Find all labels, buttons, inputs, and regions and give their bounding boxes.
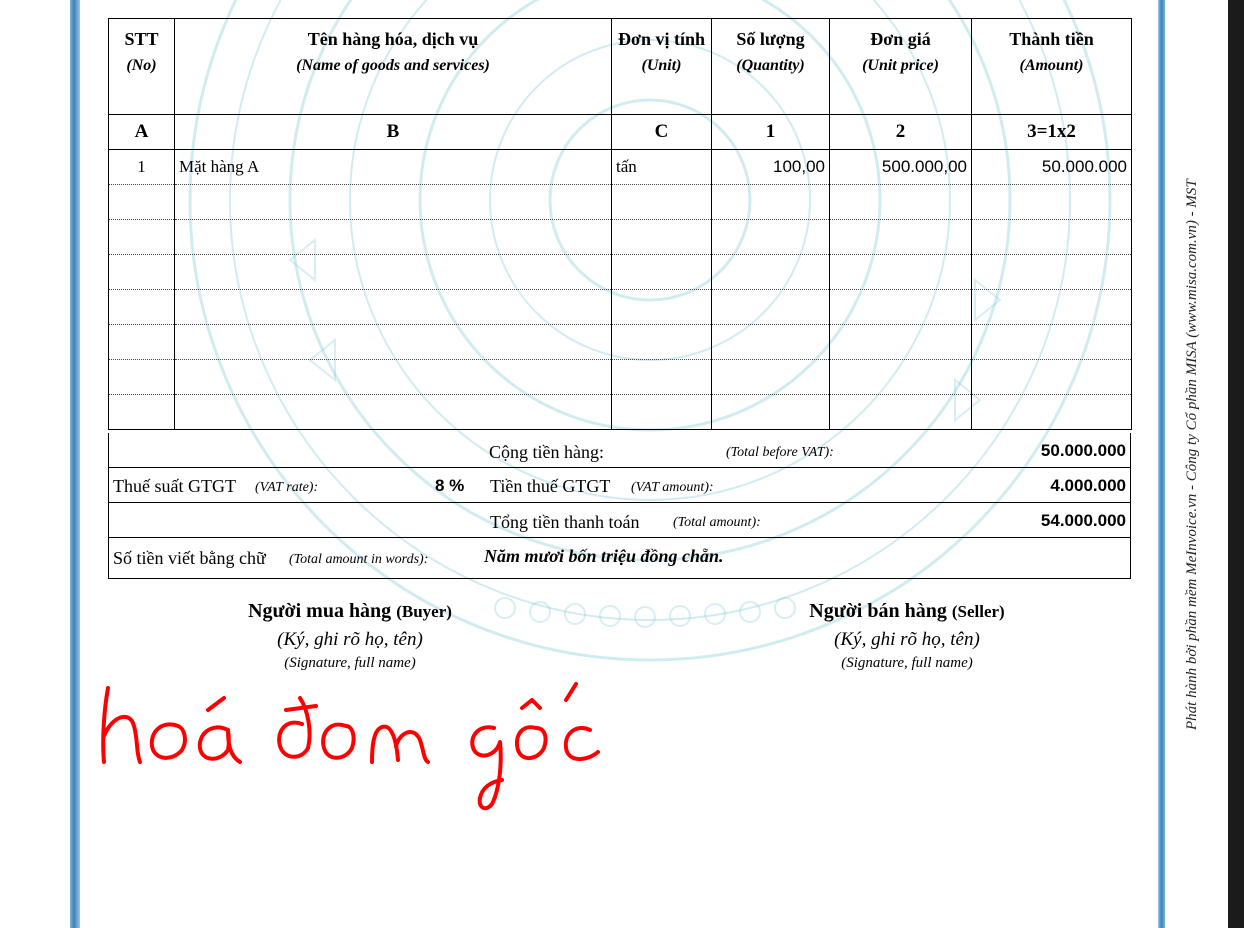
subtotal-label: Cộng tiền hàng: [489,442,604,462]
column-code: 1 [712,115,830,150]
page-border-right [1158,0,1165,928]
vat-amount-value: 4.000.000 [1050,476,1126,495]
vat-amount-label: Tiền thuế GTGT [490,476,611,496]
table-row [109,220,1132,255]
buyer-signature-block [200,600,500,672]
row-unit: tấn [612,150,712,185]
words-label-en: (Total amount in words): [289,552,429,567]
subtotal-value: 50.000.000 [1040,441,1126,460]
goods-table [108,18,1132,430]
total-row [109,503,1130,538]
subtotal-label-en: (Total before VAT): [726,445,834,460]
table-row [109,360,1132,395]
table-row [109,290,1132,325]
row-quantity: 100,00 [712,150,830,185]
seller-sign-instruction: (Ký, ghi rõ họ, tên) [834,629,980,650]
vat-row [109,468,1130,503]
seller-signature-block [757,600,1057,672]
table-row [109,150,1132,185]
seller-sign-instruction-en: (Signature, full name) [841,655,973,671]
buyer-title-en: (Buyer) [396,602,452,621]
row-unit-price: 500.000,00 [830,150,972,185]
column-code: B [175,115,612,150]
column-code: C [612,115,712,150]
words-value: Năm mươi bốn triệu đồng chẵn. [484,546,724,566]
row-no: 1 [109,150,175,185]
words-label: Số tiền viết bằng chữ [113,548,266,568]
table-row [109,255,1132,290]
subtotal-row [109,433,1130,468]
total-label: Tổng tiền thanh toán [490,512,640,532]
totals-block [108,433,1131,579]
header-unit-price: Đơn giá (Unit price) [830,19,972,115]
header-unit: Đơn vị tính (Unit) [612,19,712,115]
vat-rate-label-en: (VAT rate): [255,480,319,495]
vat-rate-label: Thuế suất GTGT [113,476,236,496]
viewer-background [1228,0,1244,928]
table-row [109,325,1132,360]
header-no: STT (No) [109,19,175,115]
table-row [109,185,1132,220]
page-border-left [70,0,80,928]
column-code: A [109,115,175,150]
total-label-en: (Total amount): [673,515,761,530]
row-amount: 50.000.000 [972,150,1132,185]
vat-rate-value: 8 % [435,476,465,495]
seller-title: Người bán hàng [809,600,947,622]
handwritten-annotation [90,670,620,820]
table-row [109,395,1132,430]
column-code-row [109,115,1132,150]
header-row [109,19,1132,115]
column-code: 2 [830,115,972,150]
row-name: Mặt hàng A [175,150,612,185]
header-name: Tên hàng hóa, dịch vụ (Name of goods and services) [175,19,612,115]
amount-in-words-row [109,538,1130,578]
issuer-side-note: Phát hành bởi phần mềm MeInvoice.vn - Công ty Cổ phần MISA (www.misa.com.vn) - MST [1184,179,1200,730]
seller-title-en: (Seller) [951,602,1005,621]
buyer-title: Người mua hàng [248,600,392,622]
buyer-sign-instruction-en: (Signature, full name) [284,655,416,671]
total-value: 54.000.000 [1040,511,1126,530]
column-code: 3=1x2 [972,115,1132,150]
vat-amount-label-en: (VAT amount): [631,480,714,495]
buyer-sign-instruction: (Ký, ghi rõ họ, tên) [277,629,423,650]
header-amount: Thành tiền (Amount) [972,19,1132,115]
header-quantity: Số lượng (Quantity) [712,19,830,115]
